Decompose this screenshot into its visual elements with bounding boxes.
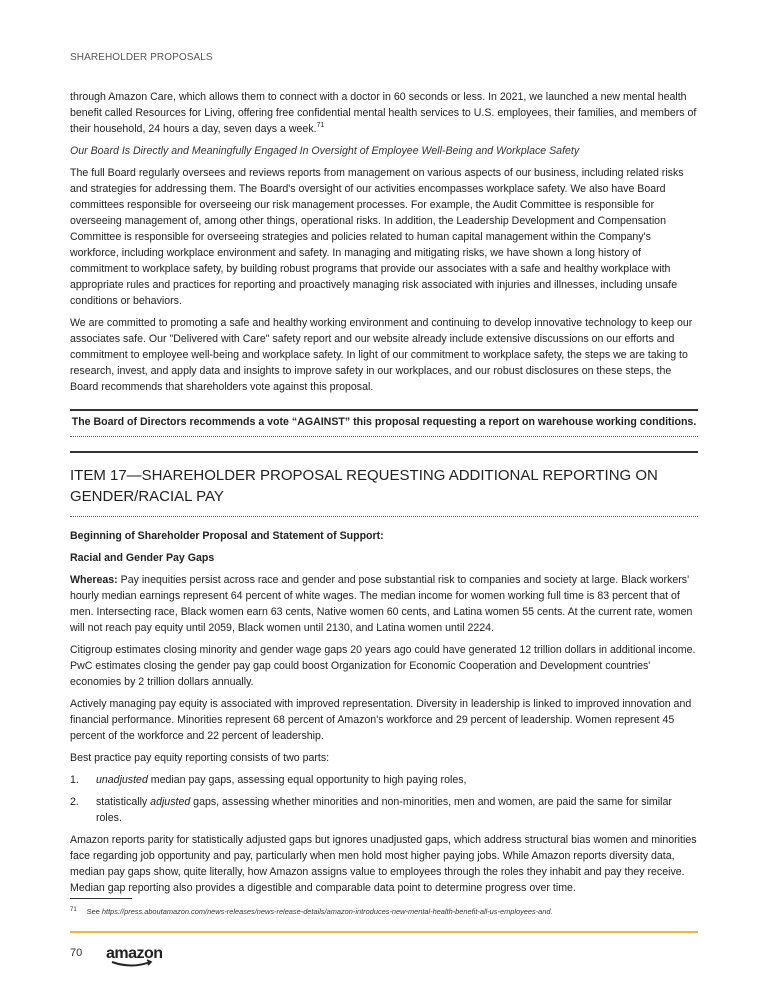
paragraph-text: through Amazon Care, which allows them to connect with a doctor in 60 seconds or less. In 2021, we launched a new mental health benefit called Resources for Living, offering free confidential mental health services to U.S. employees, their families, and members of their household, 24 hours a day, seven days a week.	[70, 91, 697, 135]
page-number: 70	[70, 947, 83, 959]
paragraph: We are committed to promoting a safe and healthy working environment and continuing to develop innovative technology to keep our associates safe. Our "Delivered with Care" safety report and our website already include extensive discussions on our efforts and commitment to employee well-being and workplace safety. In light of our commitment to workplace safety, the steps we are taking to research, invest, and apply data and insights to improve safety in our workplaces, and our robust disclosures on these steps, the Board recommends that shareholders vote against this proposal.	[70, 317, 693, 393]
page-body	[70, 89, 698, 917]
paragraph: Best practice pay equity reporting consists of two parts:	[70, 752, 330, 764]
list-item	[70, 772, 698, 788]
item-heading: ITEM 17—SHAREHOLDER PROPOSAL REQUESTING ADDITIONAL REPORTING ON GENDER/RACIAL PAY	[70, 451, 698, 517]
footnote-link[interactable]: https://press.aboutamazon.com/news-releases/news-release-details/amazon-introduces-new-mental-health-benefit-all-us-employees-and.	[101, 907, 553, 916]
paragraph	[70, 89, 698, 137]
page-footer	[70, 931, 698, 967]
board-recommendation: The Board of Directors recommends a vote “AGAINST” this proposal requesting a report on warehouse working conditions.	[70, 409, 698, 437]
proposal-title: Racial and Gender Pay Gaps	[70, 552, 215, 564]
list-item	[70, 794, 698, 826]
whereas-label: Whereas:	[70, 574, 118, 586]
paragraph: The full Board regularly oversees and reviews reports from management on various aspects of our business, including related risks and strategies for addressing them. The Board's oversight of our activities encompasses workplace safety. We also have Board committees responsible for overseeing our risk management processes. For example, the Audit Committee is responsible for overseeing management of, among other things, operational risks. In addition, the Leadership Development and Compensation Committee is responsible for overseeing strategies and policies related to human capital management within the Company's workforce, including workplace environment and safety. In managing and mitigating risks, we have shown a long history of commitment to workplace safety, by building robust programs that provide our associates with a safe and healthy workplace with appropriate rules and practices for reporting and proactively managing risk associated with injuries and illnesses, including unsafe conditions or behaviors.	[70, 167, 684, 307]
paragraph-text: Pay inequities persist across race and gender and pose substantial risk to companies and society at large. Black workers' hourly median earnings represent 64 percent of white wages. The median income for women working full time is 83 percent that of men. Intersecting race, Black women earn 63 cents, Native women 60 cents, and Latina women 55 cents. At the current rate, women will not reach pay equity until 2059, Black women until 2130, and Latina women until 2224.	[70, 574, 693, 634]
footnote	[70, 905, 698, 917]
paragraph	[70, 572, 698, 636]
footnote-ref[interactable]: 71	[316, 122, 325, 129]
paragraph: Actively managing pay equity is associated with improved representation. Diversity in leadership is linked to improved innovation and financial performance. Minorities represent 68 percent of Amazon's workforce and 29 percent of leadership. Women represent 45 percent of the workforce and 22 percent of leadership.	[70, 698, 692, 742]
list-text: median pay gaps, assessing equal opportunity to high paying roles,	[147, 774, 467, 786]
document-page	[70, 0, 698, 987]
list-text: gaps, assessing whether minorities and non-minorities, men and women, are paid the same for similar roles.	[96, 796, 672, 824]
paragraph: Citigroup estimates closing minority and gender wage gaps 20 years ago could have generated 12 trillion dollars in additional income. PwC estimates closing the gender pay gap could boost Organization for Economic Cooperation and Development countries' economies by 2 trillion dollars annually.	[70, 644, 696, 688]
list-number: 2.	[70, 796, 79, 808]
emphasis: unadjusted	[96, 774, 148, 786]
emphasis: adjusted	[150, 796, 191, 808]
amazon-logo	[106, 943, 166, 969]
list-number: 1.	[70, 774, 79, 786]
section-subheading: Our Board Is Directly and Meaningfully Engaged In Oversight of Employee Well-Being and Workplace Safety	[70, 145, 580, 157]
list-text: statistically	[96, 796, 151, 808]
numbered-list	[70, 772, 698, 826]
proposal-start-label: Beginning of Shareholder Proposal and Statement of Support:	[70, 530, 384, 542]
footnote-number: 71	[70, 907, 77, 913]
footnote-prefix: See	[86, 907, 102, 916]
svg-text:amazon: amazon	[106, 945, 163, 962]
paragraph: Amazon reports parity for statistically adjusted gaps but ignores unadjusted gaps, which address structural bias women and minorities face regarding job opportunity and pay, particularly when men hold most higher paying jobs. While Amazon reports diversity data, median pay gaps show, quite literally, how Amazon assigns value to employees through the roles they inhabit and pay they receive. Median gap reporting also provides a digestible and comparable data point to determine progress over time.	[70, 834, 697, 894]
running-header: SHAREHOLDER PROPOSALS	[70, 52, 213, 63]
footnote-divider	[70, 898, 132, 899]
